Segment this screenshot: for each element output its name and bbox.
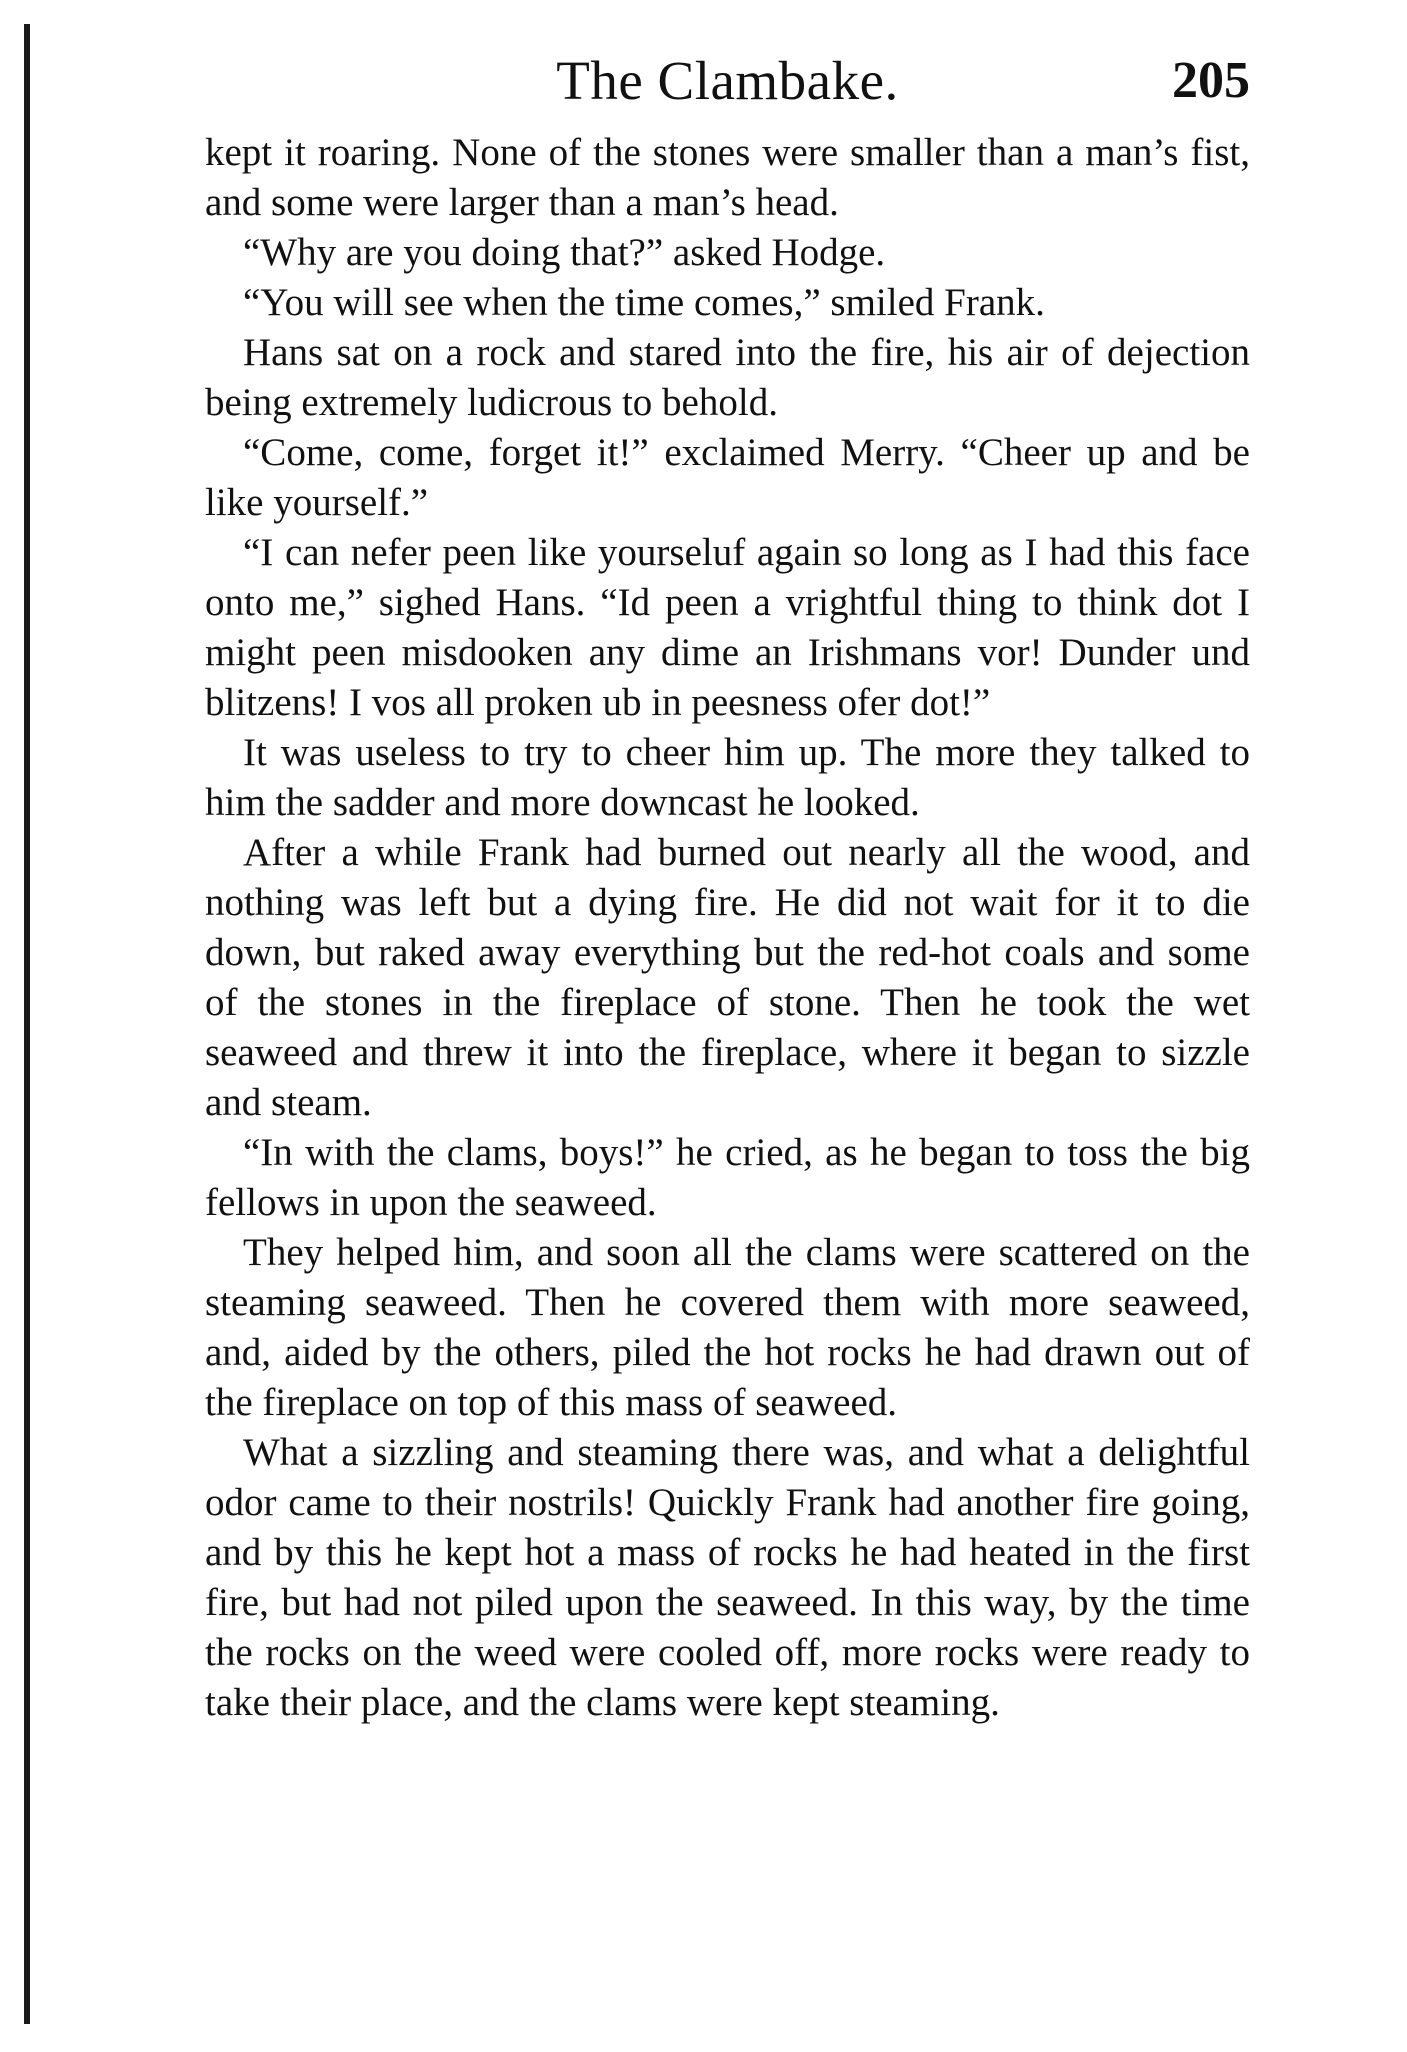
page-header bbox=[205, 40, 1250, 122]
body-text bbox=[205, 128, 1250, 1728]
paragraph-3: “You will see when the time comes,” smiled Frank. bbox=[243, 281, 1045, 324]
book-page bbox=[205, 40, 1250, 1728]
paragraph-9: “In with the clams, boys!” he cried, as he began to toss the big fellows in upon the seaweed. bbox=[205, 1131, 1250, 1224]
paragraph-11: What a sizzling and steaming there was, and what a delightful odor came to their nostrils! Quickly Frank had another fire going, and by this he kept hot a mass of rocks he had heated in the first fire, but had not piled upon the seaweed. In this way, by the time the rocks on the weed were cooled off, more rocks were ready to take their place, and the clams were kept steaming. bbox=[205, 1431, 1250, 1724]
page-spine-edge bbox=[24, 24, 30, 2024]
paragraph-1: kept it roaring. None of the stones were smaller than a man’s fist, and some were larger than a man’s head. bbox=[205, 131, 1250, 224]
page-number: 205 bbox=[1172, 52, 1250, 109]
paragraph-4: Hans sat on a rock and stared into the fire, his air of dejection being extremely ludicrous to behold. bbox=[205, 331, 1250, 424]
paragraph-5: “Come, come, forget it!” exclaimed Merry. “Cheer up and be like yourself.” bbox=[205, 431, 1250, 524]
running-title: The Clambake. bbox=[556, 50, 899, 111]
paragraph-2: “Why are you doing that?” asked Hodge. bbox=[243, 231, 886, 274]
paragraph-10: They helped him, and soon all the clams were scattered on the steaming seaweed. Then he covered them with more seaweed, and, aided by the others, piled the hot rocks he had drawn out of the fireplace on top of this mass of seaweed. bbox=[205, 1231, 1250, 1424]
paragraph-6: “I can nefer peen like yourseluf again so long as I had this face onto me,” sighed Hans. “Id peen a vrightful thing to think dot I might peen misdooken any dime an Irishmans vor! Dunder und blitzens! I vos all proken ub in peesness ofer dot!” bbox=[205, 531, 1250, 724]
paragraph-7: It was useless to try to cheer him up. The more they talked to him the sadder and more downcast he looked. bbox=[205, 731, 1250, 824]
paragraph-8: After a while Frank had burned out nearly all the wood, and nothing was left but a dying fire. He did not wait for it to die down, but raked away everything but the red-hot coals and some of the stones in the fireplace of stone. Then he took the wet seaweed and threw it into the fireplace, where it began to sizzle and steam. bbox=[205, 831, 1250, 1124]
